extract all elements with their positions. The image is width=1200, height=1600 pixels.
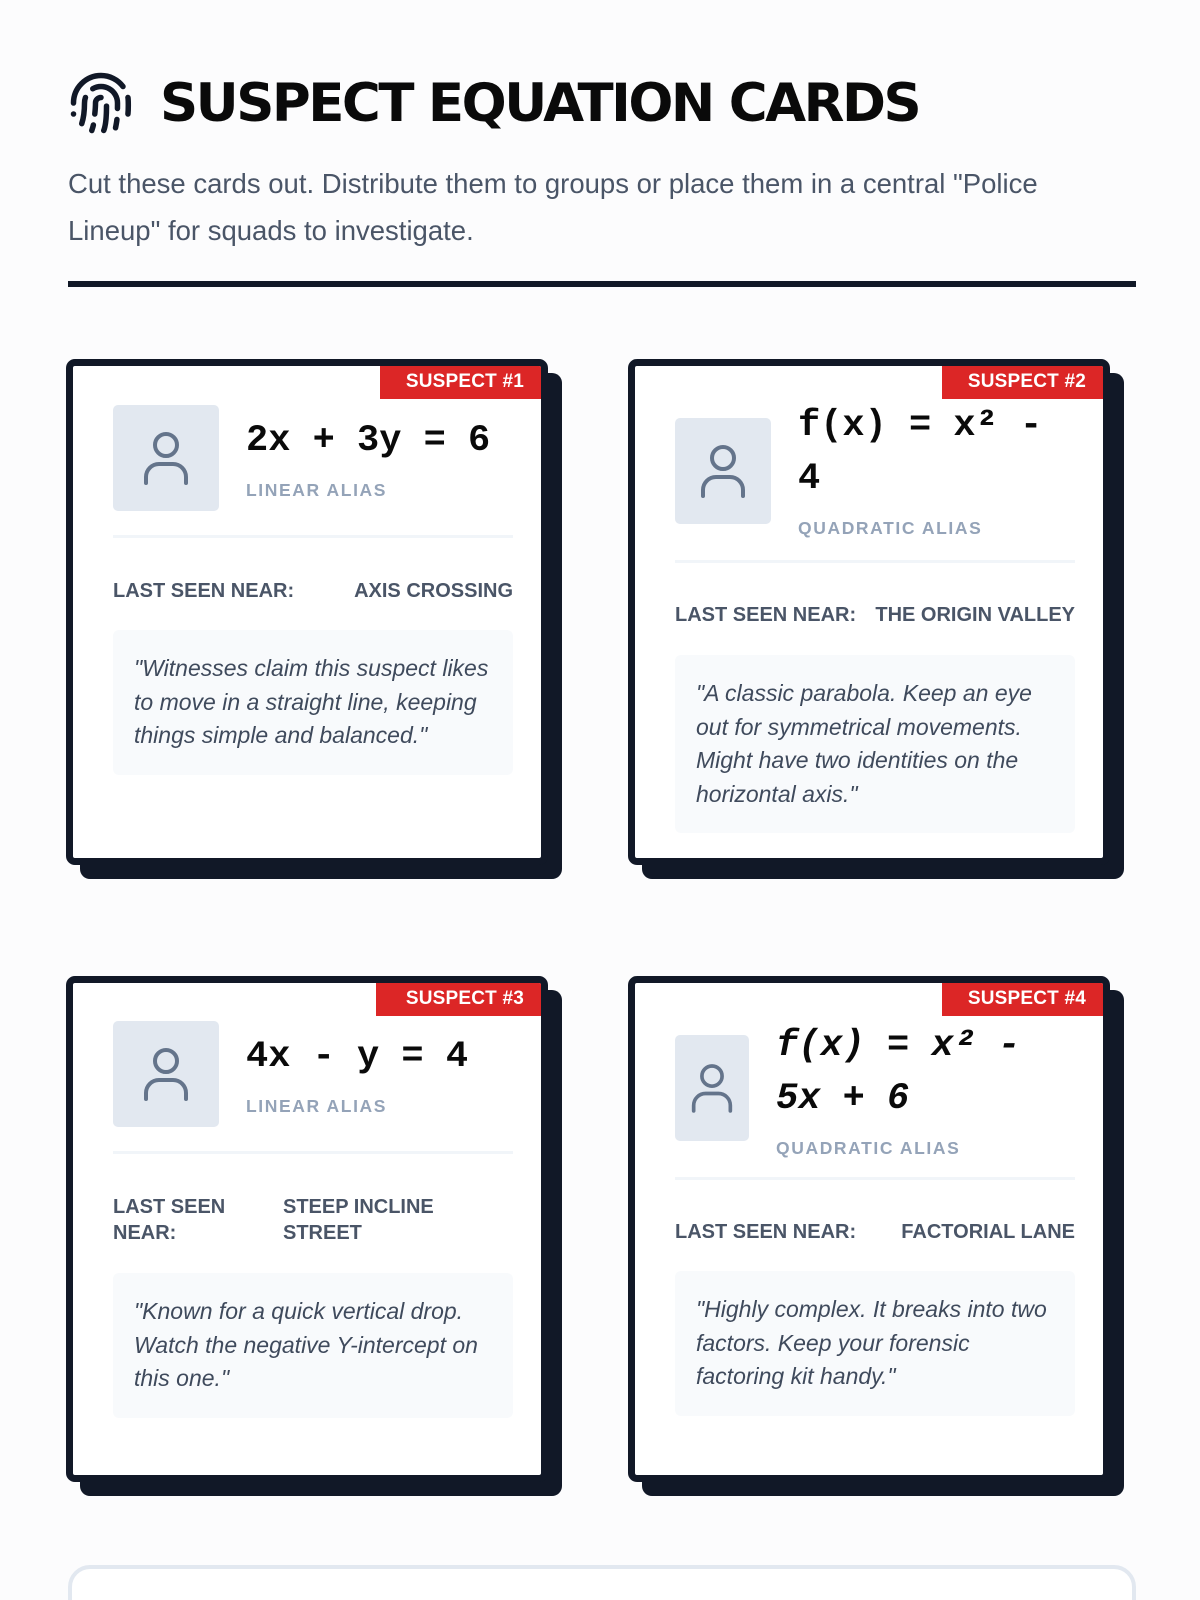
- alias-label: LINEAR ALIAS: [246, 480, 388, 500]
- last-seen-label: LAST SEEN NEAR:: [113, 580, 295, 602]
- title-row: [68, 62, 1138, 144]
- equation: 4x - y = 4: [246, 1036, 469, 1078]
- card-face: [628, 976, 1110, 1482]
- alias-label: QUADRATIC ALIAS: [798, 518, 983, 538]
- last-seen-value: STEEP INCLINE STREET: [283, 1196, 434, 1244]
- suspect-card-1: [66, 359, 562, 879]
- card-divider: [113, 1151, 513, 1154]
- avatar: [675, 418, 771, 524]
- suspect-identity: [113, 405, 513, 511]
- last-seen-row: [113, 1194, 513, 1246]
- suspect-card-4: [628, 976, 1124, 1496]
- card-face: [66, 976, 548, 1482]
- equation-box: [776, 1020, 1075, 1159]
- avatar: [113, 405, 219, 511]
- fingerprint-icon: [68, 70, 134, 136]
- last-seen-row: [113, 578, 513, 604]
- suspect-badge: SUSPECT #4: [942, 983, 1103, 1016]
- last-seen-value: THE ORIGIN VALLEY: [875, 604, 1075, 626]
- last-seen-label: LAST SEEN NEAR:: [675, 1221, 857, 1243]
- witness-quote: "A classic parabola. Keep an eye out for symmetrical movements. Might have two identities on the horizontal axis.": [675, 655, 1075, 833]
- last-seen-row: [675, 602, 1075, 628]
- avatar: [113, 1021, 219, 1127]
- suspect-card-2: [628, 359, 1124, 879]
- alias-label: LINEAR ALIAS: [246, 1096, 388, 1116]
- last-seen-value: FACTORIAL LANE: [901, 1221, 1075, 1243]
- equation: f(x) = x² - 4: [798, 405, 1065, 500]
- witness-quote: "Highly complex. It breaks into two factors. Keep your forensic factoring kit handy.": [675, 1271, 1075, 1416]
- suspect-identity: [113, 1021, 513, 1127]
- equation-box: [798, 400, 1075, 539]
- last-seen-value: AXIS CROSSING: [354, 580, 513, 602]
- witness-quote: "Known for a quick vertical drop. Watch the negative Y-intercept on this one.": [113, 1273, 513, 1418]
- card-divider: [675, 1177, 1075, 1180]
- user-icon: [690, 1060, 734, 1116]
- last-seen-label: LAST SEEN NEAR:: [113, 1196, 226, 1244]
- header-divider: [68, 281, 1136, 287]
- suspect-badge: SUSPECT #3: [376, 983, 541, 1016]
- suspect-badge: SUSPECT #1: [380, 366, 541, 399]
- equation-box: [246, 1031, 468, 1117]
- suspect-badge: SUSPECT #2: [942, 366, 1103, 399]
- equation: f(x) = x² - 5x + 6: [776, 1025, 1043, 1120]
- suspect-identity: [675, 400, 1075, 539]
- card-face: [628, 359, 1110, 865]
- witness-quote: "Witnesses claim this suspect likes to move in a straight line, keeping things simple and balanced.": [113, 630, 513, 775]
- last-seen-row: [675, 1219, 1075, 1245]
- last-seen-label: LAST SEEN NEAR:: [675, 604, 857, 626]
- card-face: [66, 359, 548, 865]
- card-divider: [113, 535, 513, 538]
- page-title: SUSPECT EQUATION CARDS: [160, 72, 920, 134]
- alias-label: QUADRATIC ALIAS: [776, 1138, 961, 1158]
- equation-box: [246, 415, 490, 501]
- user-icon: [142, 1044, 190, 1104]
- card-divider: [675, 560, 1075, 563]
- suspect-identity: [675, 1020, 1075, 1159]
- avatar: [675, 1035, 749, 1141]
- page-subtitle: Cut these cards out. Distribute them to groups or place them in a central "Police Lineup" for squads to investigate.: [68, 168, 1038, 246]
- user-icon: [142, 428, 190, 488]
- user-icon: [699, 441, 747, 501]
- equation: 2x + 3y = 6: [246, 420, 491, 462]
- suspect-card-3: [66, 976, 562, 1496]
- page-header: [68, 62, 1138, 254]
- bottom-panel: [68, 1565, 1136, 1600]
